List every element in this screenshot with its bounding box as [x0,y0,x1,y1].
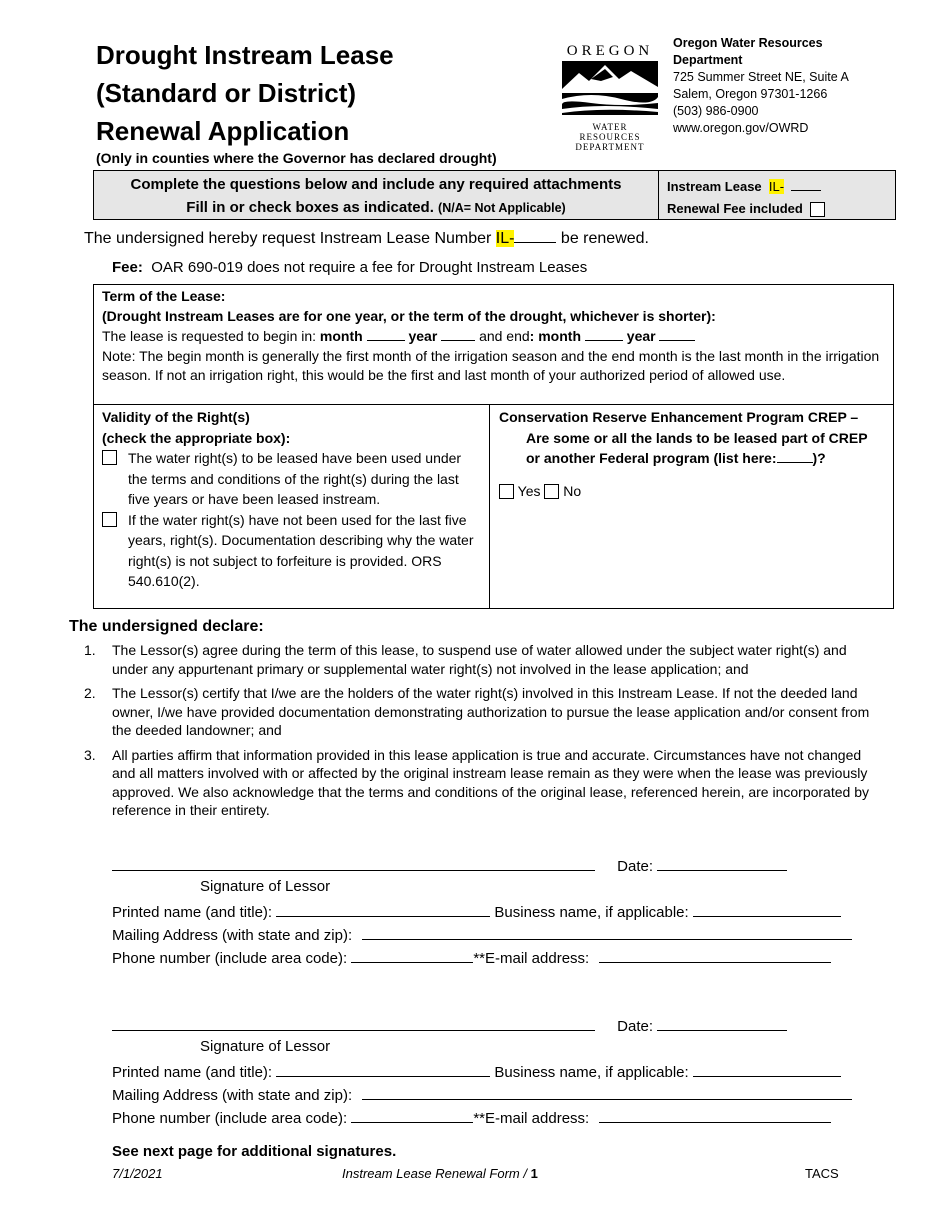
footer-code: TACS [805,1166,839,1181]
email-input[interactable] [599,1108,831,1123]
footer-form-name: Instream Lease Renewal Form / 1 [342,1166,538,1181]
title-line-1: Drought Instream Lease [96,40,394,70]
renewal-fee-checkbox[interactable] [810,202,825,217]
instructions-box [93,170,896,220]
validity-option-1: The water right(s) to be leased have been used under the terms and conditions of the right(s) during the last five years or have been leased instream. [102,448,481,510]
signature-block-2 [112,1016,892,1131]
crep-program-input[interactable] [777,448,813,463]
phone-label: Phone number (include area code): [112,1110,348,1127]
page-subtitle: (Only in counties where the Governor has declared drought) [96,150,497,166]
dept-website[interactable]: www.oregon.gov/OWRD [673,121,809,135]
lease-info [667,176,825,220]
declare-item: 1. The Lessor(s) agree during the term of this lease, to suspend use of water allowed under the subject water right(s) and under any appurtenant primary or supplemental water right(s) not involved in the lease application; and [84,642,847,677]
end-month-input[interactable] [585,326,623,341]
printed-name-input[interactable] [276,1062,490,1077]
begin-year-input[interactable] [441,326,475,341]
owrd-logo [561,43,659,152]
validity-heading: Validity of the Right(s) [102,409,250,425]
dept-name-line-2: Department [673,53,743,67]
signature-line[interactable] [112,856,595,871]
date-input[interactable] [657,1016,787,1031]
dept-phone: (503) 986-0900 [673,104,759,118]
crep-question: Are some or all the lands to be leased part of CREP or another Federal program (list here: )? [526,429,868,466]
email-label: **E-mail address: [473,1110,590,1127]
signature-line[interactable] [112,1016,595,1031]
instructions-line-2: Fill in or check boxes as indicated. (N/A= Not Applicable) [186,199,566,216]
page-title [96,36,394,150]
term-subheading: (Drought Instream Leases are for one year, or the term of the drought, whichever is shorter): [102,307,716,324]
declare-heading: The undersigned declare: [69,618,264,635]
dept-address-1: 725 Summer Street NE, Suite A [673,70,849,84]
request-lease-prefix: IL- [495,230,515,247]
term-section [93,284,894,404]
lease-prefix: IL- [768,179,785,194]
business-name-label: Business name, if applicable: [494,1064,689,1081]
crep-no-checkbox[interactable] [544,484,559,499]
crep-yes-label: Yes [517,482,541,499]
fee-line [112,259,587,276]
mailing-address-label: Mailing Address (with state and zip): [112,1087,353,1104]
signature-label: Signature of Lessor [200,1038,331,1055]
printed-name-input[interactable] [276,902,490,917]
fee-text: OAR 690-019 does not require a fee for Drought Instream Leases [151,259,588,276]
email-label: **E-mail address: [473,950,590,967]
phone-input[interactable] [351,948,473,963]
request-lease-number-input[interactable] [514,228,556,243]
phone-input[interactable] [351,1108,473,1123]
instructions-text [94,171,659,219]
crep-yes-checkbox[interactable] [499,484,514,499]
signature-block-1 [112,856,892,971]
fee-label: Fee: [112,259,143,276]
term-dates: The lease is requested to begin in: month year and end: month year [102,326,885,347]
page-number: 1 [530,1166,538,1181]
printed-name-label: Printed name (and title): [112,1064,273,1081]
department-contact [673,35,849,137]
declare-item: 2. The Lessor(s) certify that I/we are the holders of the water right(s) involved in this Instream Lease. If not the deeded land owner, I/we have provided documentation demonstrating authorization to pursue the lease application and/or consent from the deeded landowner; and [84,685,870,738]
validity-subheading: (check the appropriate box): [102,429,291,446]
date-label: Date: [617,1018,654,1035]
logo-text-bottom-1: WATER RESOURCES [579,122,641,142]
dept-name-line-1: Oregon Water Resources [673,36,823,50]
see-next-page-note: See next page for additional signatures. [112,1143,397,1160]
validity-option-2-checkbox[interactable] [102,512,117,527]
business-name-input[interactable] [693,902,841,917]
validity-option-1-checkbox[interactable] [102,450,117,465]
mailing-address-input[interactable] [362,925,852,940]
logo-text-bottom-2: DEPARTMENT [575,142,645,152]
request-line: The undersigned hereby request Instream Lease Number IL- be renewed. [84,230,649,247]
term-heading: Term of the Lease: [102,288,226,304]
mountain-river-icon [561,59,659,117]
crep-section [491,405,893,608]
title-line-2: (Standard or District) [96,78,357,108]
footer-date: 7/1/2021 [112,1166,163,1181]
instructions-line-1: Complete the questions below and include any required attachments [130,176,622,193]
renewal-fee-field: Renewal Fee included [667,198,825,220]
date-label: Date: [617,858,654,875]
title-line-3: Renewal Application [96,116,350,146]
business-name-label: Business name, if applicable: [494,904,689,921]
instream-lease-field: Instream Lease IL- [667,176,825,198]
mailing-address-input[interactable] [362,1085,852,1100]
begin-month-input[interactable] [367,326,405,341]
validity-option-2: If the water right(s) have not been used for the last five years, right(s). Documentation describing why the water right(s) is not subject to forfeiture is provided. ORS 540.610(2). [102,510,481,592]
crep-heading: Conservation Reserve Enhancement Program CREP – [499,409,859,425]
mailing-address-label: Mailing Address (with state and zip): [112,927,353,944]
printed-name-label: Printed name (and title): [112,904,273,921]
signature-label: Signature of Lessor [200,878,331,895]
dept-address-2: Salem, Oregon 97301-1266 [673,87,828,101]
phone-label: Phone number (include area code): [112,950,348,967]
date-input[interactable] [657,856,787,871]
lease-number-input[interactable] [791,176,821,191]
term-note: Note: The begin month is generally the first month of the irrigation season and the end month is the last month in the irrigation season. If not an irrigation right, this would be the first and last month of your authorized period of allowed use. [102,347,880,383]
validity-crep-grid [93,404,894,609]
validity-section [94,405,490,608]
logo-text-top: OREGON [566,43,654,59]
email-input[interactable] [599,948,831,963]
crep-answer [499,481,885,502]
declare-item: 3. All parties affirm that information provided in this lease application is true and accurate. Circumstances have not changed and all matters involved with or affected by the original instream lease remain as they were when the lease was previously approved. We also acknowledge that the terms and conditions of the original lease, referenced herein, are incorporated by reference in their entirety. [84,746,869,818]
declare-list [84,641,884,826]
business-name-input[interactable] [693,1062,841,1077]
end-year-input[interactable] [659,326,695,341]
crep-no-label: No [563,482,582,499]
